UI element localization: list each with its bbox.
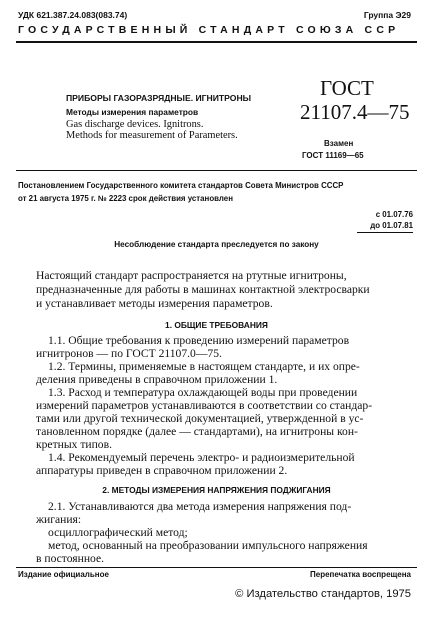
s1-line-3: 1.2. Термины, применяемые в настоящем стандарте, и их опре-: [48, 360, 360, 373]
intro-line-2: предназначенные для работы в машинах контактной электросварки: [36, 283, 370, 296]
gost-number: 21107.4—75: [300, 100, 410, 124]
section2-heading: 2. МЕТОДЫ ИЗМЕРЕНИЯ НАПРЯЖЕНИЯ ПОДЖИГАНИЯ: [102, 485, 331, 495]
replaces-label: Взамен: [324, 139, 354, 148]
s1-line-5: 1.3. Расход и температура охлаждающей воды при проведении: [48, 386, 358, 399]
header-rule: [16, 41, 417, 43]
s2-line-1: 2.1. Устанавливаются два метода измерения напряжения под-: [48, 500, 352, 513]
s1-line-11: аппаратуры приведен в справочном приложении 2.: [36, 464, 288, 477]
valid-from: с 01.07.76: [375, 210, 413, 219]
s1-line-6: измерений параметров устанавливаются в соответствии со стандар-: [36, 399, 373, 412]
intro-line-1: Настоящий стандарт распространяется на ртутные игнитроны,: [36, 269, 347, 282]
section1-heading: 1. ОБЩИЕ ТРЕБОВАНИЯ: [165, 320, 268, 330]
title-ru-sub: Методы измерения параметров: [66, 107, 199, 117]
footer-rule: [16, 567, 417, 568]
s1-line-10: 1.4. Рекомендуемый перечень электро- и радиоизмерительной: [48, 451, 355, 464]
s2-line-2: жигания:: [36, 513, 82, 526]
s1-line-8: тановленном порядке (далее — стандартами), на игнитроны кон-: [36, 425, 358, 438]
udk-code: УДК 621.387.24.083(083.74): [18, 10, 128, 20]
decree-line1: Постановлением Государственного комитета стандартов Совета Министров СССР: [18, 181, 344, 190]
s2-line-3: осциллографический метод;: [48, 526, 188, 539]
decree-line2: от 21 августа 1975 г. № 2223 срок действия установлен: [18, 194, 233, 203]
title-ru-main: ПРИБОРЫ ГАЗОРАЗРЯДНЫЕ. ИГНИТРОНЫ: [66, 93, 252, 103]
s1-line-9: кретных типов.: [36, 438, 112, 451]
replaces-value: ГОСТ 11169—65: [302, 151, 364, 160]
title-en-line2: Methods for measurement of Parameters.: [66, 130, 238, 141]
s1-line-7: тами или другой технической документацией, утвержденной в ус-: [36, 412, 364, 425]
s2-line-4: метод, основанный на преобразовании импульсного напряжения: [48, 539, 368, 552]
standard-line: ГОСУДАРСТВЕННЫЙ СТАНДАРТ СОЮЗА ССР: [18, 24, 400, 36]
title-rule: [16, 170, 417, 171]
reprint-prohibited: Перепечатка воспрещена: [310, 570, 411, 579]
s1-line-2: игнитронов — по ГОСТ 21107.0—75.: [36, 347, 222, 360]
s1-line-4: деления приведены в справочном приложении 1.: [36, 373, 278, 386]
copyright: © Издательство стандартов, 1975: [235, 588, 411, 600]
valid-underline: [357, 232, 413, 233]
s2-line-5: в постоянное.: [36, 552, 105, 565]
group-code: Группа Э29: [363, 10, 411, 20]
gost-label: ГОСТ: [320, 76, 374, 100]
valid-to: до 01.07.81: [370, 221, 413, 230]
official-edition: Издание официальное: [18, 570, 109, 579]
title-en-line1: Gas discharge devices. Ignitrons.: [66, 119, 204, 130]
s1-line-1: 1.1. Общие требования к проведению измерений параметров: [48, 334, 350, 347]
law-warning: Несоблюдение стандарта преследуется по закону: [114, 240, 319, 249]
intro-line-3: и устанавливает методы измерения параметров.: [36, 297, 273, 310]
